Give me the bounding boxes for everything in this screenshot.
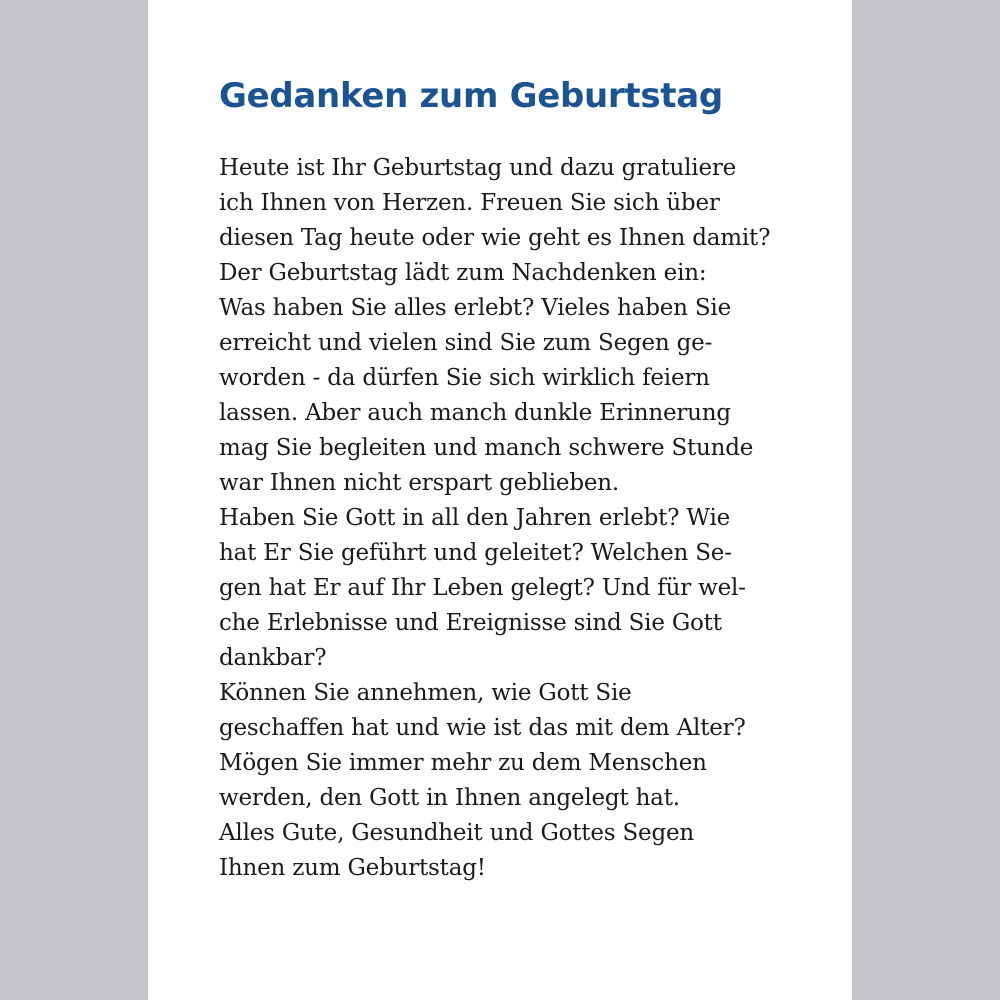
text-line: Ihnen zum Geburtstag! bbox=[219, 855, 486, 881]
document-page bbox=[148, 0, 852, 1000]
text-line: ich Ihnen von Herzen. Freuen Sie sich über bbox=[219, 190, 720, 216]
text-line: war Ihnen nicht erspart geblieben. bbox=[219, 470, 620, 496]
body-text bbox=[219, 151, 819, 886]
text-line: Mögen Sie immer mehr zu dem Menschen bbox=[219, 750, 707, 776]
text-line: hat Er Sie geführt und geleitet? Welchen Se- bbox=[219, 540, 732, 566]
text-line: werden, den Gott in Ihnen angelegt hat. bbox=[219, 785, 680, 811]
text-line: erreicht und vielen sind Sie zum Segen ge- bbox=[219, 330, 713, 356]
text-line: Der Geburtstag lädt zum Nachdenken ein: bbox=[219, 260, 707, 286]
text-line: Können Sie annehmen, wie Gott Sie bbox=[219, 680, 632, 706]
text-line: gen hat Er auf Ihr Leben gelegt? Und für wel- bbox=[219, 575, 746, 601]
text-line: worden - da dürfen Sie sich wirklich feiern bbox=[219, 365, 710, 391]
text-line: mag Sie begleiten und manch schwere Stunde bbox=[219, 435, 754, 461]
text-line: lassen. Aber auch manch dunkle Erinnerung bbox=[219, 400, 731, 426]
text-line: Alles Gute, Gesundheit und Gottes Segen bbox=[219, 820, 694, 846]
text-line: Heute ist Ihr Geburtstag und dazu gratuliere bbox=[219, 155, 737, 181]
text-line: dankbar? bbox=[219, 645, 327, 671]
text-line: Haben Sie Gott in all den Jahren erlebt? Wie bbox=[219, 505, 731, 531]
page-title: Gedanken zum Geburtstag bbox=[219, 76, 723, 116]
text-line: geschaffen hat und wie ist das mit dem Alter? bbox=[219, 715, 746, 741]
text-line: che Erlebnisse und Ereignisse sind Sie Gott bbox=[219, 610, 722, 636]
text-line: diesen Tag heute oder wie geht es Ihnen damit? bbox=[219, 225, 771, 251]
text-line: Was haben Sie alles erlebt? Vieles haben Sie bbox=[219, 295, 731, 321]
